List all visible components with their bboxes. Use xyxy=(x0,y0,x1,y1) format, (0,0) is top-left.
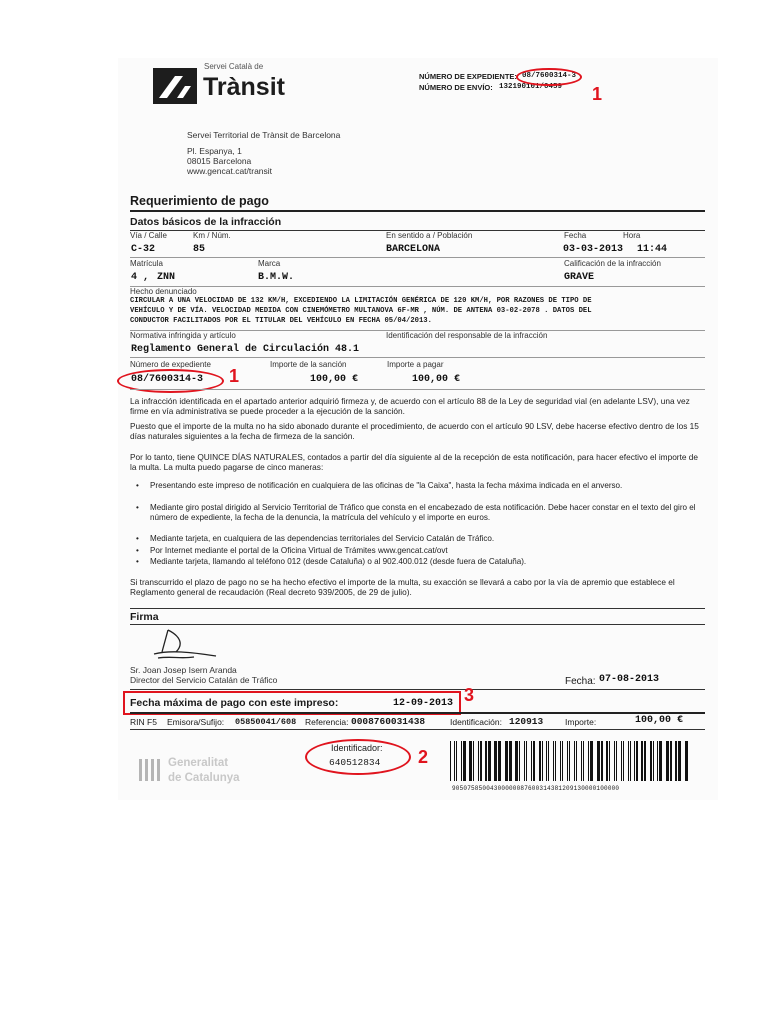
importe-pagar-value: 100,00 € xyxy=(412,374,461,385)
num-exp-label: Número de expediente xyxy=(130,360,211,369)
barcode-bar xyxy=(524,741,525,781)
hecho-line-1: CIRCULAR A UNA VELOCIDAD DE 132 KM/H, EXCEDIENDO LA LIMITACIÓN GENÉRICA DE 120 KM/H, POR RAZONES DE TIPO DE xyxy=(130,297,592,305)
sentido-label: En sentido a / Población xyxy=(386,231,473,240)
barcode-bar xyxy=(463,741,466,781)
transit-logo-icon xyxy=(153,68,197,104)
responsable-label: Identificación del responsable de la infracción xyxy=(386,331,548,340)
via-label: Vía / Calle xyxy=(130,231,167,240)
payment-option-tarjeta: • Mediante tarjeta, en cualquiera de las dependencias territoriales del Servicio Catalán de Tráfico. xyxy=(150,534,705,544)
num-exp-value: 08/7600314-3 xyxy=(131,374,204,385)
barcode-bar xyxy=(533,741,535,781)
barcode-bar xyxy=(450,741,451,781)
fecha-maxima-label: Fecha máxima de pago con este impreso: xyxy=(130,697,339,709)
barcode-bar xyxy=(678,741,681,781)
barcode-bar xyxy=(505,741,508,781)
barcode-bar xyxy=(628,741,629,781)
km-label: Km / Núm. xyxy=(193,231,231,240)
importe-label: Importe: xyxy=(565,717,597,727)
fecha-value: 03-03-2013 xyxy=(563,244,624,255)
address-line-2: Pl. Espanya, 1 xyxy=(187,146,242,156)
paragraph-importe: Puesto que el importe de la multa no ha sido abonado durante el procedimiento, de acuerdo con el artículo 90 LSV, debe hacerse efectivo dentro de los 15 días naturales siguientes a la fecha de firmeza de la sanción. xyxy=(130,421,699,442)
annotation-circle-top xyxy=(516,68,582,86)
envio-label: NÚMERO DE ENVÍO: xyxy=(419,83,493,92)
barcode-bar xyxy=(515,741,518,781)
normativa-value: Reglamento General de Circulación 48.1 xyxy=(131,344,360,355)
barcode-bar xyxy=(567,741,568,781)
barcode-bar xyxy=(650,741,652,781)
expediente-header-label: NÚMERO DE EXPEDIENTE: xyxy=(419,72,517,81)
barcode-bar xyxy=(685,741,688,781)
row-divider-1 xyxy=(130,257,705,258)
identificacion-value: 120913 xyxy=(509,716,544,727)
barcode-bar xyxy=(454,741,455,781)
annotation-number-two: 2 xyxy=(418,747,429,767)
paragraph-plazo: Por lo tanto, tiene QUINCE DÍAS NATURALES, contados a partir del día siguiente al de la recepción de esta notificación, para hacer efectivo el importe de la multa. La multa puedo pagarse de cinco maneras: xyxy=(130,452,699,473)
barcode-bar xyxy=(597,741,600,781)
barcode-bar xyxy=(546,741,547,781)
signer-name: Sr. Joan Josep Isern Aranda xyxy=(130,665,237,675)
address-line-4: www.gencat.cat/transit xyxy=(187,166,273,176)
fecha-maxima-value: 12-09-2013 xyxy=(393,698,454,709)
row-divider-4 xyxy=(130,357,705,358)
barcode-bar xyxy=(588,741,589,781)
barcode-bar xyxy=(630,741,631,781)
agency-small-label: Servei Català de xyxy=(204,62,264,71)
barcode-bar xyxy=(539,741,541,781)
emisora-label: Emisora/Sufijo: xyxy=(167,717,225,727)
barcode-bar xyxy=(614,741,615,781)
firma-divider xyxy=(130,624,705,625)
barcode-bar xyxy=(583,741,584,781)
barcode-bar xyxy=(553,741,554,781)
title-divider xyxy=(130,210,705,212)
matricula-value: 4 , ZNN xyxy=(131,272,176,283)
bottom-row-divider xyxy=(130,729,705,730)
barcode-bar xyxy=(461,741,462,781)
annotation-number-three: 3 xyxy=(464,685,475,705)
rin-label: RIN F5 xyxy=(130,717,157,727)
firma-bottom-divider xyxy=(130,689,705,690)
fecha-maxima-divider xyxy=(130,712,705,714)
barcode-bar xyxy=(526,741,527,781)
address-line-3: 08015 Barcelona xyxy=(187,156,252,166)
barcode-bar xyxy=(548,741,549,781)
firma-fecha-value: 07-08-2013 xyxy=(599,674,660,685)
barcode-bar xyxy=(456,741,457,781)
calificacion-label: Calificación de la infracción xyxy=(564,259,661,268)
barcode xyxy=(450,741,690,781)
generalitat-subname: de Catalunya xyxy=(168,772,240,784)
signature-icon xyxy=(150,626,230,662)
matricula-label: Matrícula xyxy=(130,259,163,268)
hecho-line-2: VEHÍCULO Y DE VÍA. VELOCIDAD MEDIDA CON CINEMÓMETRO MULTANOVA 6F-MR , NÚM. DE ANTENA 03-02-2078 . DATOS DEL xyxy=(130,307,592,315)
paragraph-firmeza: La infracción identificada en el apartado anterior adquirió firmeza y, de acuerdo con el artículo 88 de la Ley de seguridad vial (en adelante LSV), una vez firme en vía administrativa se puede proceder a la ejecución de la sanción. xyxy=(130,396,690,417)
barcode-bar xyxy=(473,741,474,781)
barcode-bar xyxy=(555,741,556,781)
km-value: 85 xyxy=(193,244,206,255)
referencia-label: Referencia: xyxy=(305,717,349,727)
barcode-bar xyxy=(485,741,487,781)
barcode-bar xyxy=(531,741,532,781)
document-title: Requerimiento de pago xyxy=(130,194,269,208)
payment-option-caixa: • Presentando este impreso de notificación en cualquiera de las oficinas de "la Caixa", hasta la fecha máxima indicada en el anverso. xyxy=(150,481,705,491)
barcode-bar xyxy=(509,741,512,781)
barcode-bar xyxy=(494,741,497,781)
barcode-bar xyxy=(469,741,472,781)
row-divider-2 xyxy=(130,286,705,287)
barcode-bar xyxy=(480,741,482,781)
barcode-bar xyxy=(574,741,575,781)
importe-pagar-label: Importe a pagar xyxy=(387,360,444,369)
barcode-bar xyxy=(606,741,608,781)
barcode-bar xyxy=(636,741,638,781)
fecha-label: Fecha xyxy=(564,231,587,240)
generalitat-emblem-icon xyxy=(137,756,161,784)
importe-sancion-label: Importe de la sanción xyxy=(270,360,347,369)
importe-sancion-value: 100,00 € xyxy=(310,374,359,385)
barcode-bar xyxy=(581,741,582,781)
hecho-label: Hecho denunciado xyxy=(130,287,197,296)
barcode-bar xyxy=(623,741,624,781)
hora-label: Hora xyxy=(623,231,641,240)
hora-value: 11:44 xyxy=(637,244,668,255)
row-divider-5 xyxy=(130,389,705,390)
barcode-bar xyxy=(644,741,646,781)
barcode-bar xyxy=(590,741,593,781)
barcode-bar xyxy=(666,741,669,781)
barcode-bar xyxy=(653,741,654,781)
barcode-bar xyxy=(621,741,622,781)
logo-text: Trànsit xyxy=(203,73,285,101)
payment-option-giro: • Mediante giro postal dirigido al Servicio Territorial de Tráfico que consta en el encabezado de esta notificación. Debe hacer constar en el texto del giro el número de expediente, la fecha de la denuncia, la matrícula del vehículo y el importe en euros. xyxy=(150,503,705,522)
barcode-bar xyxy=(478,741,479,781)
payment-option-telefono: • Mediante tarjeta, llamando al teléfono 012 (desde Cataluña) o al 902.400.012 (desde fuera de Cataluña). xyxy=(150,557,705,567)
barcode-bar xyxy=(616,741,617,781)
annotation-number-one-mid: 1 xyxy=(229,366,240,386)
barcode-bar xyxy=(576,741,577,781)
barcode-bar xyxy=(641,741,643,781)
identificador-value: 640512834 xyxy=(329,757,381,768)
referencia-value: 0008760031438 xyxy=(351,716,426,727)
barcode-bar xyxy=(601,741,603,781)
normativa-label: Normativa infringida y artículo xyxy=(130,331,236,340)
firma-top-divider xyxy=(130,608,705,609)
via-value: C-32 xyxy=(131,244,156,255)
envio-value: 132190101/0459 xyxy=(499,83,563,91)
sentido-value: BARCELONA xyxy=(386,244,441,255)
marca-label: Marca xyxy=(258,259,281,268)
barcode-bar xyxy=(498,741,501,781)
payment-option-internet: • Por Internet mediante el portal de la Oficina Virtual de Trámites www.gencat.cat/ovt xyxy=(150,546,705,556)
barcode-bar xyxy=(670,741,672,781)
barcode-bar xyxy=(659,741,662,781)
calificacion-value: GRAVE xyxy=(564,272,595,283)
barcode-bar xyxy=(569,741,570,781)
barcode-bar xyxy=(609,741,610,781)
datos-heading: Datos básicos de la infracción xyxy=(130,216,282,228)
barcode-bar xyxy=(488,741,491,781)
importe-value: 100,00 € xyxy=(635,715,684,726)
paragraph-apremio: Si transcurrido el plazo de pago no se ha hecho efectivo el importe de la multa, su exacción se llevará a cabo por la vía de apremio que establece el Reglamento general de recaudación (Real decreto 939/2005, de 29 de julio). xyxy=(130,577,675,598)
barcode-bar xyxy=(562,741,563,781)
barcode-bar xyxy=(657,741,658,781)
annotation-circle-identificador xyxy=(305,739,411,775)
barcode-bar xyxy=(519,741,520,781)
barcode-number: 90507585004300000087600314381209130000100000 xyxy=(452,785,620,792)
hecho-line-3: CONDUCTOR FACILITADOS POR EL TITULAR DEL VEHÍCULO EN FECHA 05/04/2013. xyxy=(130,317,432,325)
firma-heading: Firma xyxy=(130,611,159,623)
generalitat-name: Generalitat xyxy=(168,757,229,769)
marca-value: B.M.W. xyxy=(258,272,295,283)
barcode-bar xyxy=(634,741,635,781)
expediente-header-value: 08/7600314-3 xyxy=(522,72,577,80)
barcode-bar xyxy=(542,741,543,781)
identificacion-label: Identificación: xyxy=(450,717,502,727)
barcode-bar xyxy=(560,741,561,781)
address-line-1: Servei Territorial de Trànsit de Barcelona xyxy=(187,130,341,140)
emisora-value: 05850041/608 xyxy=(235,717,297,727)
barcode-bar xyxy=(675,741,677,781)
firma-fecha-label: Fecha: xyxy=(565,676,596,687)
identificador-label: Identificador: xyxy=(331,743,383,753)
annotation-number-one-top: 1 xyxy=(592,84,603,104)
signer-role: Director del Servicio Catalán de Tráfico xyxy=(130,675,278,685)
